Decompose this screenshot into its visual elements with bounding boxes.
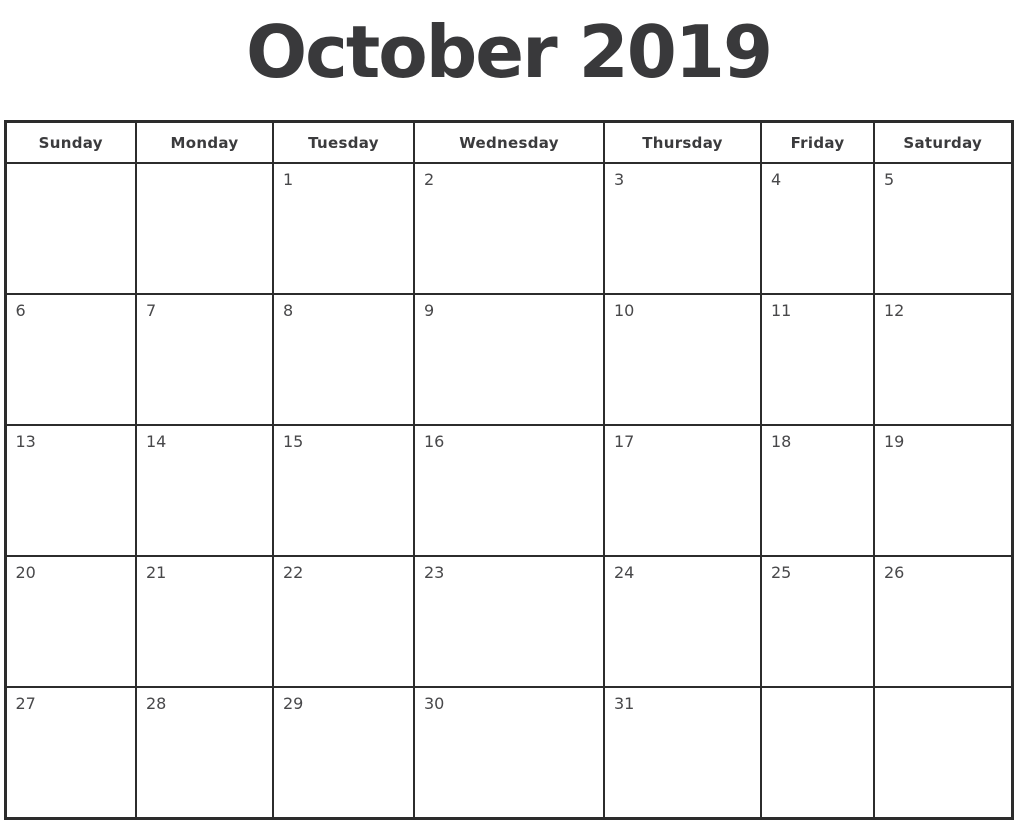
day-cell xyxy=(136,425,273,556)
day-cell xyxy=(604,294,761,425)
day-cell xyxy=(414,687,604,819)
day-cell xyxy=(414,294,604,425)
day-number: 21 xyxy=(146,563,167,582)
day-number: 5 xyxy=(884,170,895,189)
day-number: 9 xyxy=(424,301,435,320)
day-cell xyxy=(136,556,273,687)
day-cell xyxy=(761,294,874,425)
day-number: 22 xyxy=(283,563,304,582)
day-number: 29 xyxy=(283,694,304,713)
day-cell xyxy=(874,294,1012,425)
day-cell xyxy=(761,556,874,687)
day-cell xyxy=(761,163,874,294)
weekday-header-saturday: Saturday xyxy=(874,122,1012,164)
day-number: 18 xyxy=(771,432,792,451)
day-number: 25 xyxy=(771,563,792,582)
weekday-header-row xyxy=(5,122,1012,164)
day-cell xyxy=(5,425,136,556)
day-cell xyxy=(414,425,604,556)
day-number: 20 xyxy=(15,563,36,582)
day-number: 6 xyxy=(15,301,26,320)
day-cell xyxy=(604,163,761,294)
day-cell xyxy=(5,556,136,687)
day-cell xyxy=(874,425,1012,556)
day-number: 19 xyxy=(884,432,905,451)
day-cell xyxy=(761,425,874,556)
week-row-3 xyxy=(5,425,1012,556)
day-cell xyxy=(874,556,1012,687)
day-number: 7 xyxy=(146,301,157,320)
weekday-header-wednesday: Wednesday xyxy=(414,122,604,164)
day-cell xyxy=(5,294,136,425)
day-cell xyxy=(604,556,761,687)
day-cell xyxy=(273,556,414,687)
day-cell xyxy=(5,163,136,294)
day-number: 28 xyxy=(146,694,167,713)
day-number: 13 xyxy=(15,432,36,451)
weekday-header-tuesday: Tuesday xyxy=(273,122,414,164)
day-number: 3 xyxy=(614,170,625,189)
page-title: October 2019 xyxy=(245,10,772,94)
day-number: 24 xyxy=(614,563,635,582)
day-cell xyxy=(414,556,604,687)
day-cell xyxy=(5,687,136,819)
weekday-header-friday: Friday xyxy=(761,122,874,164)
day-cell xyxy=(414,163,604,294)
day-cell xyxy=(874,163,1012,294)
day-number: 8 xyxy=(283,301,294,320)
day-cell xyxy=(273,425,414,556)
day-number: 11 xyxy=(771,301,792,320)
day-number: 27 xyxy=(15,694,36,713)
week-row-5 xyxy=(5,687,1012,819)
week-row-2 xyxy=(5,294,1012,425)
day-number: 31 xyxy=(614,694,635,713)
day-number: 14 xyxy=(146,432,167,451)
week-row-1 xyxy=(5,163,1012,294)
day-cell xyxy=(136,163,273,294)
week-row-4 xyxy=(5,556,1012,687)
day-cell xyxy=(604,687,761,819)
day-cell xyxy=(604,425,761,556)
day-cell xyxy=(273,294,414,425)
day-cell xyxy=(136,294,273,425)
day-number: 4 xyxy=(771,170,782,189)
day-number: 10 xyxy=(614,301,635,320)
day-cell xyxy=(874,687,1012,819)
day-number: 1 xyxy=(283,170,294,189)
weekday-header-thursday: Thursday xyxy=(604,122,761,164)
day-cell xyxy=(136,687,273,819)
weekday-header-sunday: Sunday xyxy=(5,122,136,164)
weekday-header-monday: Monday xyxy=(136,122,273,164)
day-cell xyxy=(273,163,414,294)
day-number: 2 xyxy=(424,170,435,189)
day-number: 17 xyxy=(614,432,635,451)
day-number: 23 xyxy=(424,563,445,582)
day-number: 12 xyxy=(884,301,905,320)
day-number: 26 xyxy=(884,563,905,582)
day-number: 30 xyxy=(424,694,445,713)
calendar-table xyxy=(4,120,1014,820)
day-cell xyxy=(273,687,414,819)
day-number: 16 xyxy=(424,432,445,451)
day-cell xyxy=(761,687,874,819)
day-number: 15 xyxy=(283,432,304,451)
